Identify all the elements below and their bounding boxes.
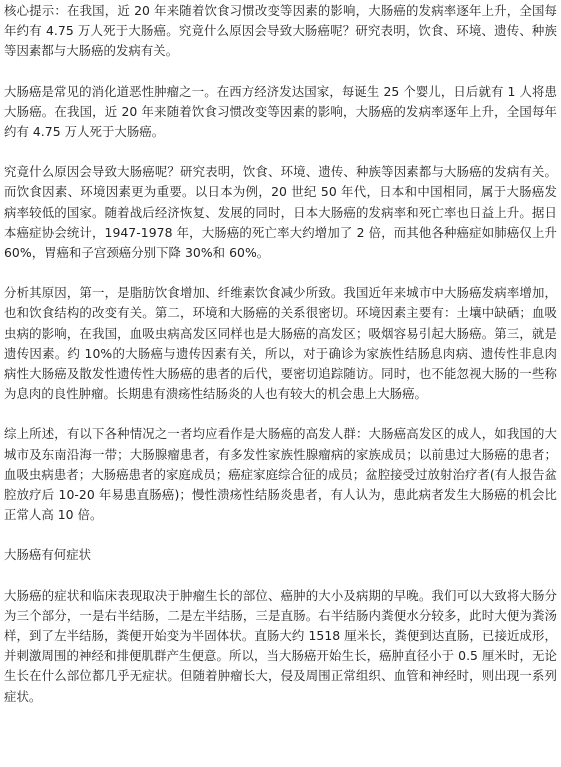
paragraph-introduction: 大肠癌是常见的消化道恶性肿瘤之一。在西方经济发达国家，每诞生 25 个婴儿，日后就有 1 人将患大肠癌。在我国，近 20 年来随着饮食习惯改变等因素的影响，大肠癌的发病率逐年上升，全国每年约有 4.75 万人死于大肠癌。 <box>4 83 557 140</box>
paragraph-high-risk-groups: 综上所述，有以下各种情况之一者均应看作是大肠癌的高发人群：大肠癌高发区的成人，如我国的大城市及东南沿海一带；大肠腺瘤患者，有多发性家族性腺瘤病的家族成员；以前患过大肠癌的患者；血吸虫病患者；大肠癌患者的家庭成员；癌症家庭综合征的成员；盆腔接受过放射治疗者(有人报告盆腔放疗后 10-20 年易患直肠癌)；慢性溃疡性结肠炎患者，有人认为，患此病者发生大肠癌的机会比正常人高 10 倍。 <box>4 426 557 523</box>
paragraph-causes: 究竟什么原因会导致大肠癌呢？研究表明，饮食、环境、遗传、种族等因素都与大肠癌的发病有关。而饮食因素、环境因素更为重要。以日本为例，20 世纪 50 年代，日本和中国相同，属于大肠癌发病率较低的国家。随着战后经济恢复、发展的同时，日本大肠癌的发病率和死亡率也日益上升。据日本癌症协会统计，1947-1978 年，大肠癌的死亡率大约增加了 2 倍，而其他各种癌症如肺癌仅上升 60%，胃癌和子宫颈癌分别下降 30%和 60%。 <box>4 164 557 261</box>
section-heading-symptoms: 大肠癌有何症状 <box>4 547 92 563</box>
article-body <box>4 1 557 727</box>
paragraph-core-tip: 核心提示：在我国，近 20 年来随着饮食习惯改变等因素的影响，大肠癌的发病率逐年上升，全国每年约有 4.75 万人死于大肠癌。究竟什么原因会导致大肠癌呢？研究表明，饮食、环境、遗传、种族等因素都与大肠癌的发病有关。 <box>4 3 557 59</box>
paragraph-analysis: 分析其原因，第一，是脂肪饮食增加、纤维素饮食减少所致。我国近年来城市中大肠癌发病率增加，也和饮食结构的改变有关。第二，环境和大肠癌的关系很密切。环境因素主要有：土壤中缺硒；血吸虫病的影响，在我国，血吸虫病高发区同样也是大肠癌的高发区；吸烟容易引起大肠癌。第三，就是遗传因素。约 10%的大肠癌与遗传因素有关，所以，对于确诊为家族性结肠息肉病、遗传性非息肉病性大肠癌及散发性遗传性大肠癌的患者的后代，要密切追踪随访。同时，也不能忽视大肠的一些称为息肉的良性肿瘤。长期患有溃疡性结肠炎的人也有较大的机会患上大肠癌。 <box>4 285 557 402</box>
paragraph-symptoms: 大肠癌的症状和临床表现取决于肿瘤生长的部位、癌肿的大小及病期的早晚。我们可以大致将大肠分为三个部分，一是右半结肠，二是左半结肠，三是直肠。右半结肠内粪便水分较多，此时大便为粪汤样，到了左半结肠，粪便开始变为半固体状。直肠大约 1518 厘米长，粪便到达直肠，已接近成形，并刺激周围的神经和排便肌群产生便意。所以，当大肠癌开始生长，癌肿直径小于 0.5 厘米时，无论生长在什么部位都几乎无症状。但随着肿瘤长大，侵及周围正常组织、血管和神经时，则出现一系列症状。 <box>4 587 557 704</box>
